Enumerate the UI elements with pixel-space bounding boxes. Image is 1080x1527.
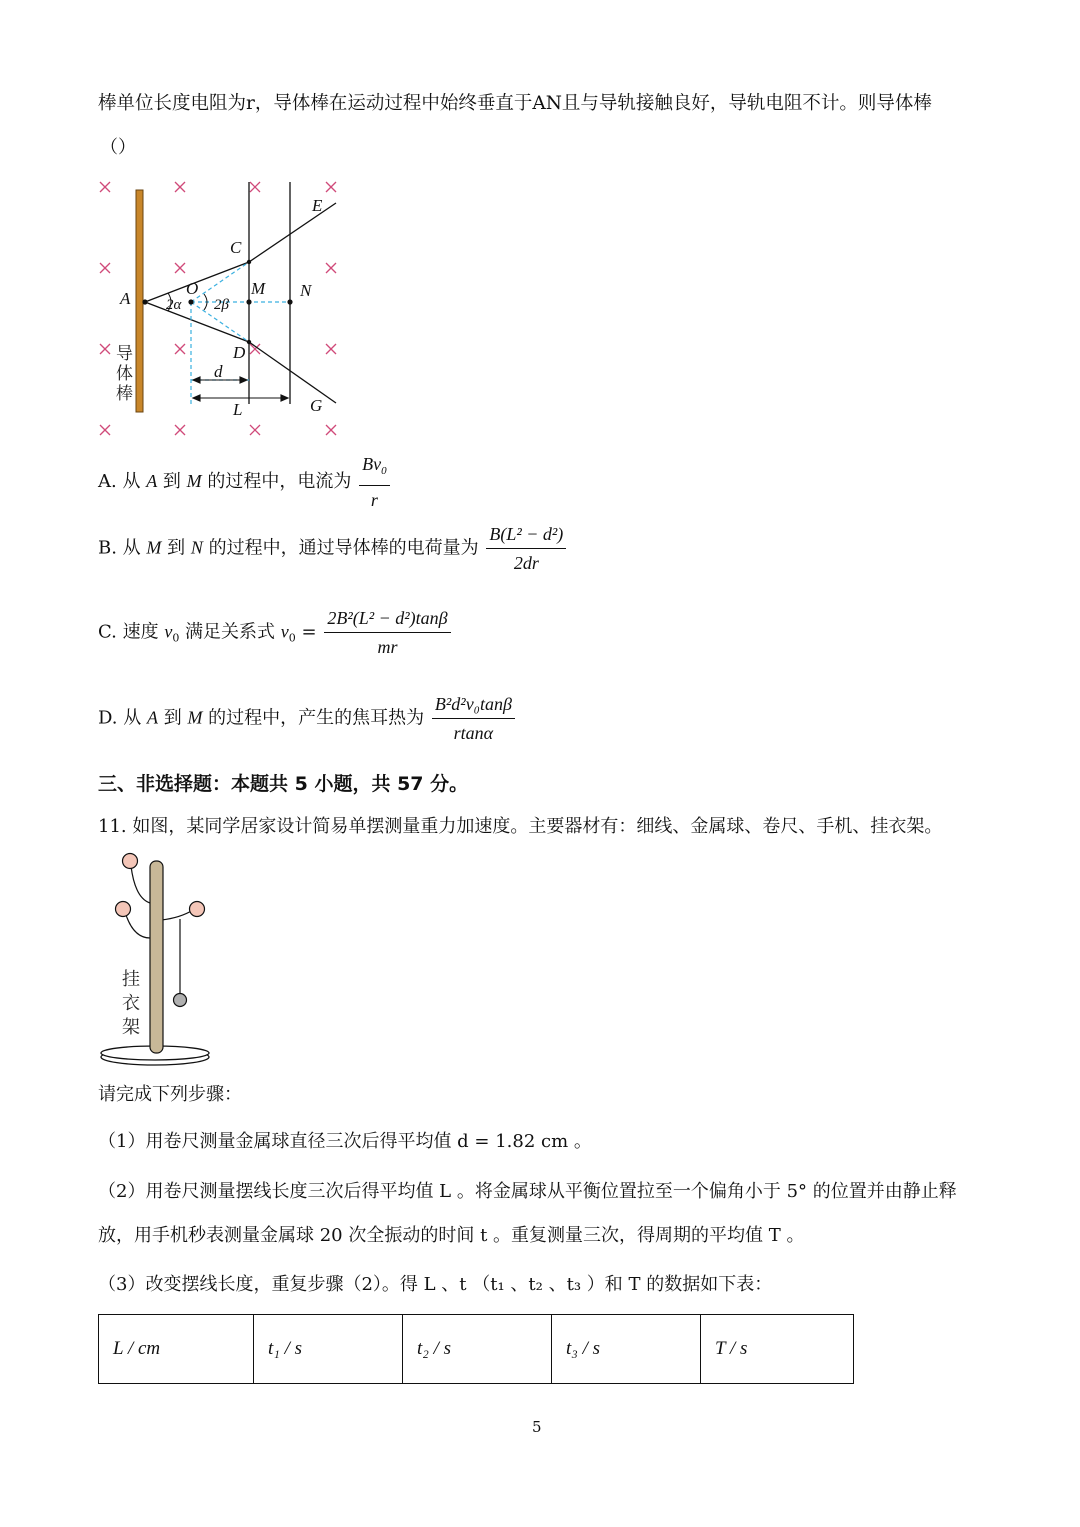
table-header-t1: t₁ / s (254, 1315, 403, 1384)
option-c: C. 速度 $v_0$ 满足关系式 $v_0$ = $\frac{\text{2B²(L² − d²)tanβ}}{mr}$ (98, 606, 453, 659)
conductor-rod (136, 190, 143, 412)
label-D: D (233, 343, 246, 362)
step-2-line-2: 放，用手机秒表测量金属球 20 次全振动的时间 t 。重复测量三次，得周期的平均值 T 。 (98, 1225, 805, 1246)
table-header-row (99, 1315, 854, 1384)
option-b: B. 从 M 到 N 的过程中，通过导体棒的电荷量为 $\frac{\text{B(L² − d²)}}{2dr}$ (98, 522, 568, 575)
label-O: O (186, 279, 199, 298)
label-d: d (214, 362, 223, 381)
coat-hanger-figure (95, 848, 220, 1073)
pendulum-bob (174, 994, 187, 1007)
data-table (98, 1314, 854, 1384)
charge-fraction: $\frac{\text{B(L² − d²)}}{2dr}$ (486, 522, 566, 575)
table-header-T: T / s (701, 1315, 854, 1384)
rod-text-2: 体 (116, 364, 133, 384)
option-d: D. 从 A 到 M 的过程中，产生的焦耳热为 $\frac{\text{B²d²v₀tanβ}}{rtan\alpha}$ (98, 692, 517, 745)
cross-icon (100, 263, 110, 273)
label-2beta: 2β (214, 297, 229, 313)
cross-icon (100, 344, 110, 354)
option-a: A. 从 A 到 M 的过程中，电流为 $\frac{Bv_0}{r}$ (98, 452, 392, 512)
answer-blank: （） (100, 137, 136, 158)
intro-line: 棒单位长度电阻为r，导体棒在运动过程中始终垂直于AN且与导轨接触良好，导轨电阻不计。则导体棒 (98, 93, 932, 114)
cross-icon (100, 182, 110, 192)
table-header-t3: t₃ / s (552, 1315, 701, 1384)
cross-icon (326, 182, 336, 192)
cross-icon (175, 425, 185, 435)
rod-text-3: 棒 (116, 384, 133, 404)
table-header-t2: t₂ / s (403, 1315, 552, 1384)
step-2-line-1: （2）用卷尺测量摆线长度三次后得平均值 L 。将金属球从平衡位置拉至一个偏角小于 5° 的位置并由静止释 (98, 1181, 957, 1202)
hanger-text-1: 挂 (122, 969, 140, 990)
cross-icon (326, 263, 336, 273)
hanger-pole (150, 861, 163, 1053)
current-fraction: $\frac{Bv_0}{r}$ (359, 452, 389, 512)
label-C: C (230, 238, 242, 257)
label-A: A (120, 289, 131, 308)
steps-prompt: 请完成下列步骤： (98, 1084, 242, 1105)
label-2alpha: 2α (166, 297, 182, 313)
cross-icon (326, 344, 336, 354)
page-number: 5 (532, 1418, 542, 1436)
velocity-fraction: $\frac{\text{2B²(L² − d²)tanβ}}{mr}$ (324, 606, 450, 659)
hanger-ball (190, 902, 205, 917)
hanger-text-3: 架 (122, 1017, 140, 1038)
label-L: L (233, 400, 243, 419)
cross-icon (250, 182, 260, 192)
rail-diagram (90, 172, 360, 447)
heat-fraction: $\frac{\text{B²d²v₀tanβ}}{rtan\alpha}$ (432, 692, 515, 745)
label-E: E (312, 196, 323, 215)
cross-icon (175, 344, 185, 354)
table-header-L: L / cm (99, 1315, 254, 1384)
step-1: （1）用卷尺测量金属球直径三次后得平均值 d = 1.82 cm 。 (98, 1131, 592, 1152)
cross-icon (326, 425, 336, 435)
step-3: （3）改变摆线长度，重复步骤（2）。得 L 、t （t₁ 、t₂ 、t₃ ）和 T 的数据如下表： (98, 1274, 773, 1295)
cross-icon (175, 182, 185, 192)
hanger-text-2: 衣 (122, 993, 140, 1014)
section-heading: 三、非选择题：本题共 5 小题，共 57 分。 (98, 773, 469, 795)
rod-text-1: 导 (116, 344, 133, 364)
label-N: N (300, 281, 312, 300)
cross-icon (250, 425, 260, 435)
hanger-ball (123, 854, 138, 869)
label-M: M (251, 279, 266, 298)
question-11-stem: 11. 如图，某同学居家设计简易单摆测量重力加速度。主要器材有：细线、金属球、卷尺、手机、挂衣架。 (98, 816, 943, 837)
label-G: G (310, 396, 323, 415)
hanger-ball (116, 902, 131, 917)
dimension-arrows (193, 377, 288, 401)
cross-icon (100, 425, 110, 435)
cross-icon (175, 263, 185, 273)
